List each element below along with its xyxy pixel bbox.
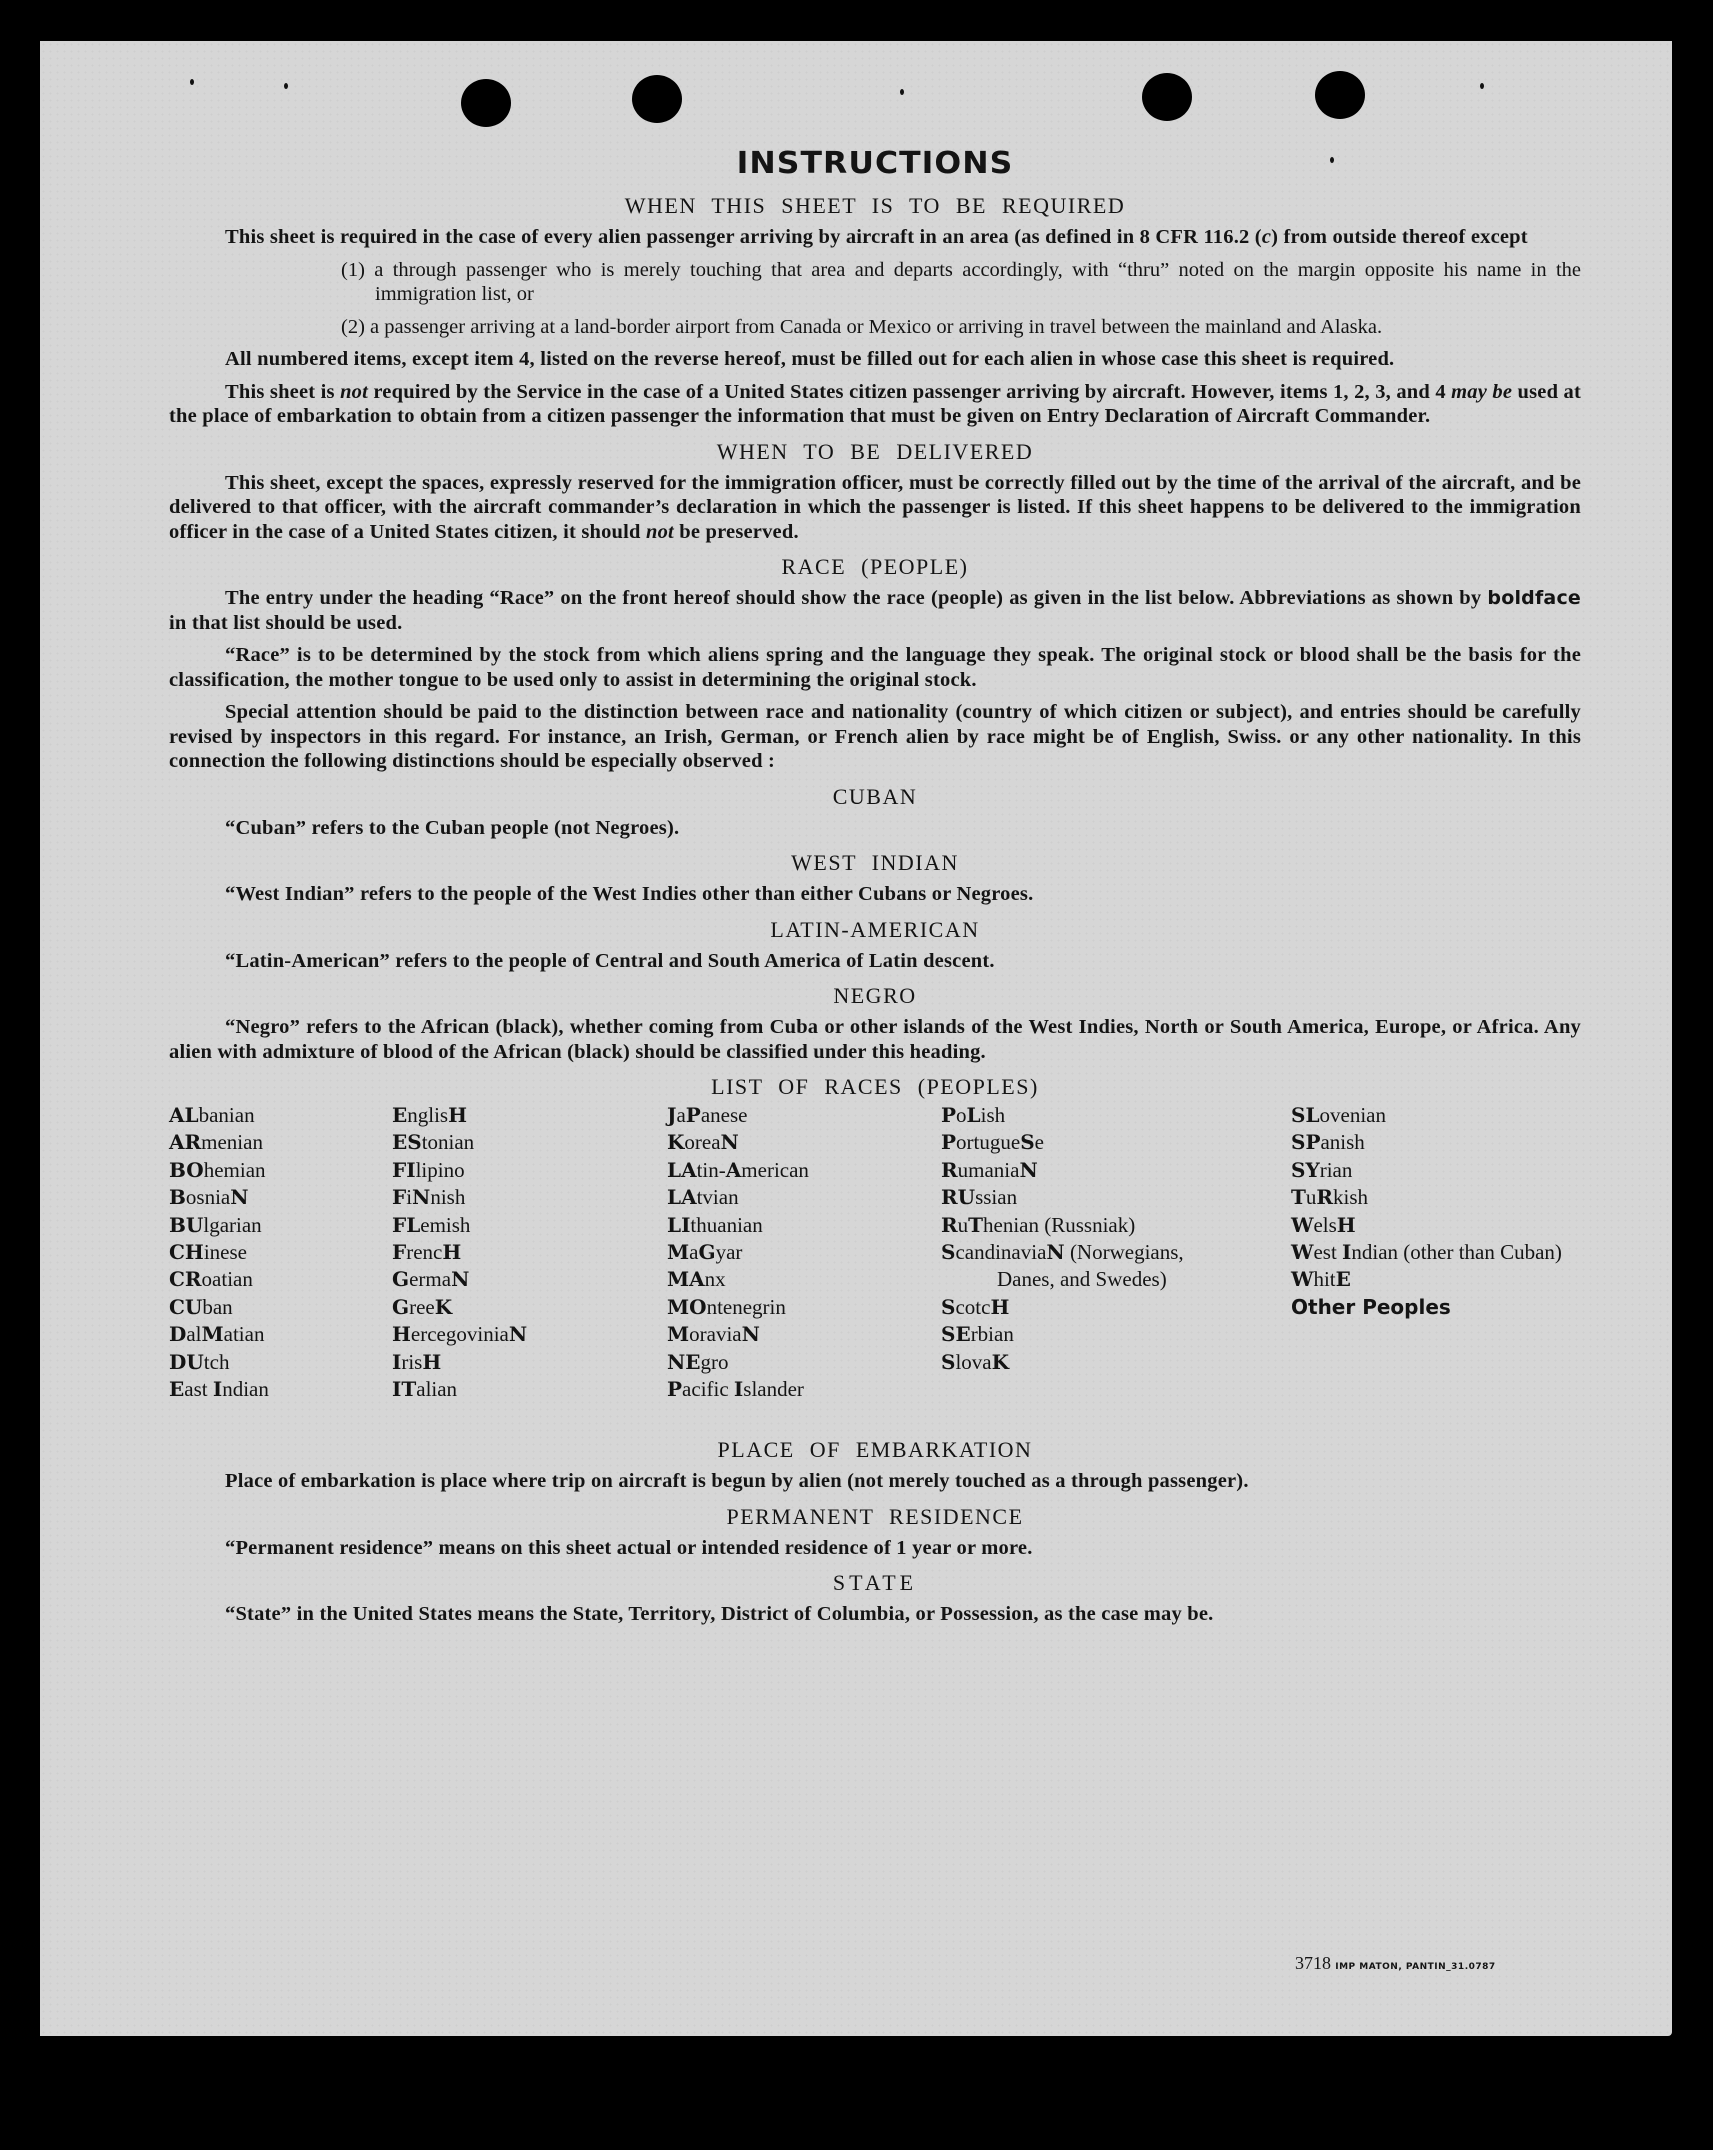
- document-body: [169, 106, 1581, 1635]
- race-entry: BOhemian: [169, 1157, 266, 1182]
- speck: [190, 79, 194, 85]
- race-entry: LIthuanian: [667, 1212, 763, 1237]
- race-entry: WelsH: [1291, 1212, 1356, 1237]
- race-entry: BosniaN: [169, 1185, 249, 1210]
- race-entry: KoreaN: [667, 1130, 739, 1155]
- latin-american-paragraph: “Latin-American” refers to the people of Central and South America of Latin descent.: [225, 949, 995, 972]
- race-entry: CUban: [169, 1294, 233, 1319]
- race-paragraph-1: The entry under the heading “Race” on the front hereof should show the race (people) as given in the list below. Abbreviations as shown by boldface in that list should be used.: [169, 587, 1581, 634]
- printer-imprint: IMP MATON, PANTIN_31.0787: [1335, 1962, 1496, 1972]
- race-entry: MAnx: [667, 1267, 726, 1292]
- race-entry: CHinese: [169, 1240, 247, 1265]
- race-entry: East Indian: [169, 1377, 269, 1402]
- exception-item-2: (2) a passenger arriving at a land-border airport from Canada or Mexico or arriving in travel between the mainland and Alaska.: [341, 315, 1383, 338]
- numbered-items-paragraph: All numbered items, except item 4, listed on the reverse hereof, must be filled out for each alien in whose case this sheet is required.: [225, 348, 1395, 370]
- page-title: INSTRUCTIONS: [736, 146, 1014, 181]
- race-entry: West Indian (other than Cuban): [1291, 1240, 1562, 1265]
- race-entry: SYrian: [1291, 1157, 1353, 1182]
- race-entry: MOntenegrin: [667, 1294, 786, 1319]
- race-entry: MoraviaN: [667, 1322, 760, 1347]
- race-entry: CRoatian: [169, 1267, 253, 1292]
- race-entry: TuRkish: [1291, 1185, 1369, 1210]
- section-heading-residence: PERMANENT RESIDENCE: [726, 1503, 1024, 1529]
- race-entry: WhitE: [1291, 1267, 1351, 1292]
- citizen-paragraph: This sheet is not required by the Service in the case of a United States citizen passenger arriving by aircraft. However, items 1, 2, 3, and 4 may be used at the place of embarkation to obtain from a citizen passenger the information that must be given on Entry Declaration of Aircraft Commander.: [169, 380, 1582, 427]
- delivered-paragraph: This sheet, except the spaces, expressly reserved for the immigration officer, must be correctly filled out by the time of the arrival of the aircraft, and be delivered to that officer, with the aircraft commander’s declaration in which the passenger is listed. If this sheet happens to be delivered to the immigration officer in the case of a United States citizen, it should not be preserved.: [169, 471, 1581, 543]
- section-heading-latin-american: LATIN-AMERICAN: [770, 916, 980, 942]
- residence-paragraph: “Permanent residence” means on this sheet actual or intended residence of 1 year or more.: [225, 1536, 1033, 1559]
- race-entry: SPanish: [1291, 1130, 1365, 1155]
- speck: [900, 89, 904, 95]
- race-entry: ARmenian: [169, 1130, 263, 1155]
- race-entry: ScotcH: [941, 1294, 1010, 1319]
- race-entry: PortugueSe: [941, 1130, 1044, 1155]
- race-column-1: [169, 1102, 369, 1403]
- race-entry: JaPanese: [667, 1103, 748, 1127]
- section-heading-required: WHEN THIS SHEET IS TO BE REQUIRED: [624, 193, 1126, 218]
- race-entry: IrisH: [392, 1349, 442, 1374]
- instruction-sheet: [40, 41, 1672, 2036]
- form-footer: [1295, 1953, 1496, 1974]
- race-entry: SLovenian: [1291, 1103, 1386, 1127]
- race-entry: RuThenian (Russniak): [941, 1212, 1136, 1237]
- section-heading-list-of-races: LIST OF RACES (PEOPLES): [711, 1074, 1039, 1099]
- race-entry: ALbanian: [169, 1103, 255, 1127]
- race-entry: EStonian: [392, 1130, 475, 1155]
- race-entry: Pacific Islander: [667, 1377, 804, 1402]
- exception-item-1: (1) a through passenger who is merely touching that area and departs accordingly, with “thru” noted on the margin opposite his name in the immigration list, or: [341, 258, 1582, 305]
- race-entry: RumaniaN: [941, 1157, 1038, 1182]
- west-indian-paragraph: “West Indian” refers to the people of the West Indies other than either Cubans or Negroes.: [225, 883, 1034, 905]
- race-entry: GermaN: [392, 1267, 470, 1292]
- race-entry: Other Peoples: [1291, 1294, 1451, 1319]
- race-entry: RUssian: [941, 1185, 1018, 1210]
- section-heading-cuban: CUBAN: [832, 783, 918, 809]
- race-column-2: [392, 1102, 632, 1403]
- race-entry: FIlipino: [392, 1157, 465, 1182]
- race-entry: HercegoviniaN: [392, 1322, 528, 1347]
- required-intro: This sheet is required in the case of every alien passenger arriving by aircraft in an area (as defined in 8 CFR 116.2 (c) from outside thereof except: [225, 226, 1528, 248]
- section-heading-state: STATE: [832, 1570, 918, 1595]
- race-list: [169, 1102, 1581, 1427]
- race-entry: MaGyar: [667, 1240, 743, 1265]
- section-heading-west-indian: WEST INDIAN: [791, 850, 959, 875]
- race-entry: LAtvian: [667, 1185, 739, 1210]
- race-column-5: [1291, 1102, 1581, 1321]
- race-entry: FrencH: [392, 1240, 462, 1265]
- race-column-3: [667, 1102, 927, 1403]
- section-heading-embarkation: PLACE OF EMBARKATION: [717, 1437, 1033, 1462]
- race-entry: SlovaK: [941, 1349, 1009, 1374]
- race-entry: FLemish: [392, 1212, 471, 1237]
- section-heading-negro: NEGRO: [833, 983, 917, 1008]
- race-entry: SErbian: [941, 1322, 1014, 1347]
- section-heading-race: RACE (PEOPLE): [781, 554, 969, 579]
- speck: [284, 83, 288, 89]
- race-column-4: [941, 1102, 1231, 1376]
- race-entry: GreeK: [392, 1294, 453, 1319]
- race-paragraph-2: “Race” is to be determined by the stock from which aliens spring and the language they speak. The original stock or blood shall be the basis for the classification, the mother tongue to be used only to assist in determining the original stock.: [169, 644, 1581, 691]
- negro-paragraph: “Negro” refers to the African (black), whether coming from Cuba or other islands of the West Indies, North or South America, Europe, or Africa. Any alien with admixture of blood of the African (black) should be classified under this heading.: [169, 1016, 1581, 1063]
- race-entry: DalMatian: [169, 1322, 265, 1347]
- section-heading-delivered: WHEN TO BE DELIVERED: [716, 438, 1034, 464]
- race-entry: LAtin-American: [667, 1157, 809, 1182]
- race-entry: DUtch: [169, 1349, 230, 1374]
- race-entry: NEgro: [667, 1349, 729, 1374]
- race-entry: PoLish: [941, 1103, 1006, 1127]
- state-paragraph: “State” in the United States means the State, Territory, District of Columbia, or Possession, as the case may be.: [225, 1603, 1214, 1625]
- form-number: 3718: [1295, 1953, 1331, 1973]
- race-paragraph-3: Special attention should be paid to the distinction between race and nationality (country of which citizen or subject), and entries should be carefully revised by inspectors in this regard. For instance, an Irish, German, or French alien by race might be of English, Swiss. or any other nationality. In this connection the following distinctions should be especially observed :: [169, 701, 1581, 772]
- race-entry: ITalian: [392, 1377, 458, 1402]
- race-entry: EnglisH: [392, 1103, 467, 1127]
- speck: [1480, 83, 1484, 89]
- race-entry: BUlgarian: [169, 1212, 262, 1237]
- cuban-paragraph: “Cuban” refers to the Cuban people (not Negroes).: [225, 816, 680, 839]
- race-entry: ScandinaviaN (Norwegians, Danes, and Swedes): [941, 1240, 1184, 1292]
- embarkation-paragraph: Place of embarkation is place where trip on aircraft is begun by alien (not merely touched as a through passenger).: [225, 1470, 1249, 1492]
- race-entry: FiNnish: [392, 1185, 466, 1210]
